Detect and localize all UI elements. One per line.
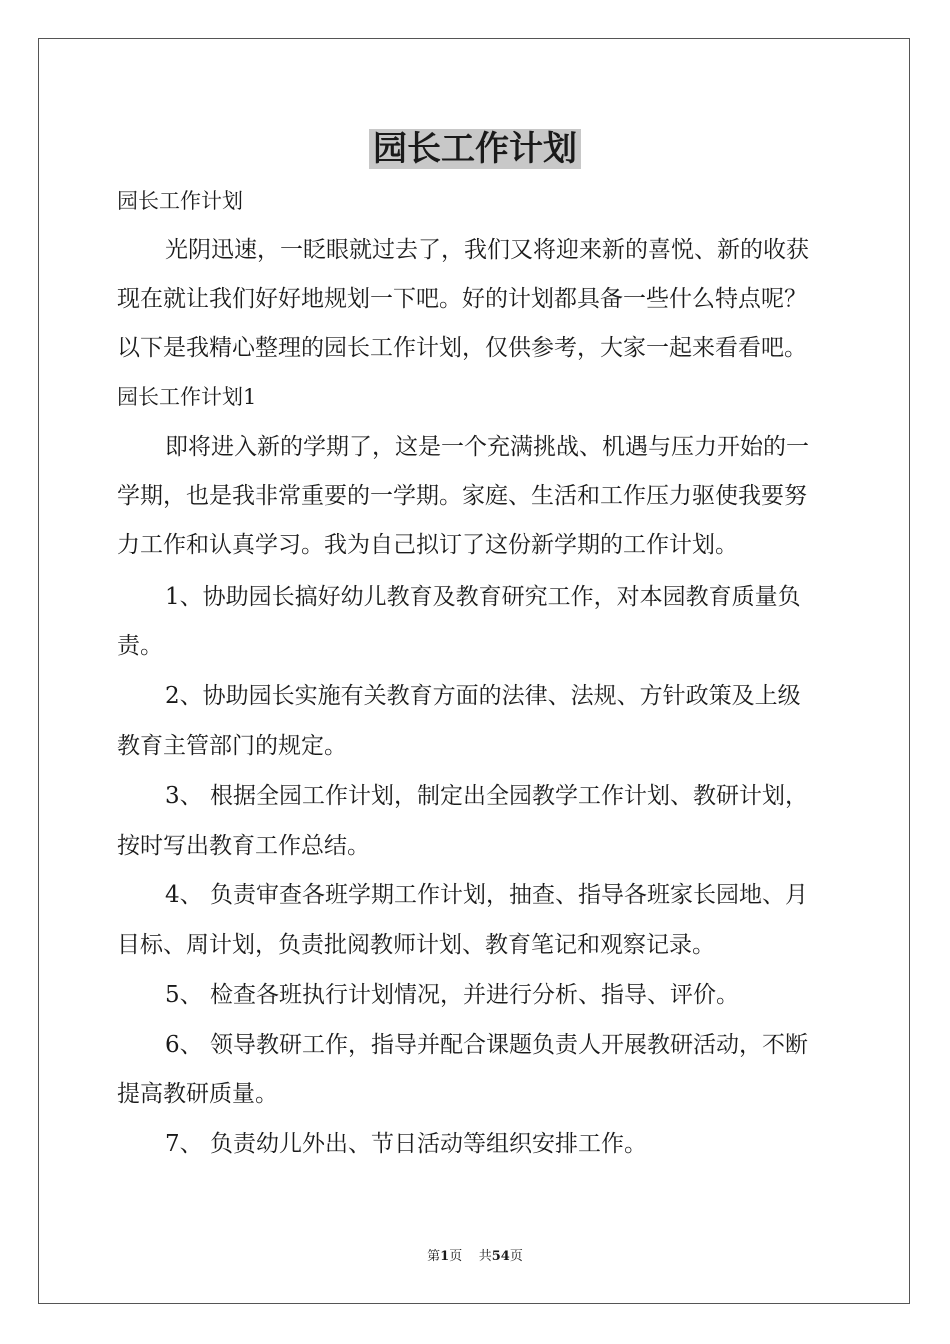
section-intro-line-1: 即将进入新的学期了，这是一个充满挑战、机遇与压力开始的一	[165, 434, 809, 460]
footer-page-total: 54	[491, 1249, 510, 1264]
document-title: 园长工作计划	[0, 124, 950, 174]
list-item-5-line-1: 5、 检查各班执行计划情况，并进行分析、指导、评价。	[165, 982, 739, 1008]
list-item-4-line-1: 4、 负责审查各班学期工作计划，抽查、指导各班家长园地、月	[165, 882, 808, 908]
list-item-1-line-2: 责。	[117, 633, 163, 659]
footer-page-current: 1	[440, 1249, 450, 1264]
footer-page-prefix: 第	[427, 1249, 441, 1264]
footer-page-mid: 页 共	[449, 1249, 492, 1264]
section-intro-line-2: 学期，也是我非常重要的一学期。家庭、生活和工作压力驱使我要努	[117, 483, 807, 509]
page-footer	[0, 1248, 950, 1266]
section-heading: 园长工作计划1	[117, 385, 257, 409]
intro-line-3: 以下是我精心整理的园长工作计划，仅供参考，大家一起来看看吧。	[117, 335, 807, 361]
list-item-1-line-1: 1、协助园长搞好幼儿教育及教育研究工作，对本园教育质量负	[165, 584, 801, 610]
intro-line-1: 光阴迅速，一眨眼就过去了，我们又将迎来新的喜悦、新的收获	[165, 237, 809, 263]
list-item-6-line-2: 提高教研质量。	[117, 1081, 278, 1107]
section-intro-line-3: 力工作和认真学习。我为自己拟订了这份新学期的工作计划。	[117, 532, 738, 558]
document-subtitle: 园长工作计划	[117, 189, 243, 213]
footer-page-suffix: 页	[509, 1249, 523, 1264]
list-item-6-line-1: 6、 领导教研工作，指导并配合课题负责人开展教研活动，不断	[165, 1032, 808, 1058]
intro-line-2: 现在就让我们好好地规划一下吧。好的计划都具备一些什么特点呢？	[117, 286, 807, 312]
list-item-3-line-2: 按时写出教育工作总结。	[117, 833, 370, 859]
list-item-7-line-1: 7、 负责幼儿外出、节日活动等组织安排工作。	[165, 1131, 647, 1157]
list-item-2-line-1: 2、协助园长实施有关教育方面的法律、法规、方针政策及上级	[165, 683, 801, 709]
page-border	[38, 38, 910, 1304]
list-item-2-line-2: 教育主管部门的规定。	[117, 733, 347, 759]
list-item-3-line-1: 3、 根据全园工作计划，制定出全园教学工作计划、教研计划，	[165, 783, 808, 809]
list-item-4-line-2: 目标、周计划，负责批阅教师计划、教育笔记和观察记录。	[117, 932, 715, 958]
